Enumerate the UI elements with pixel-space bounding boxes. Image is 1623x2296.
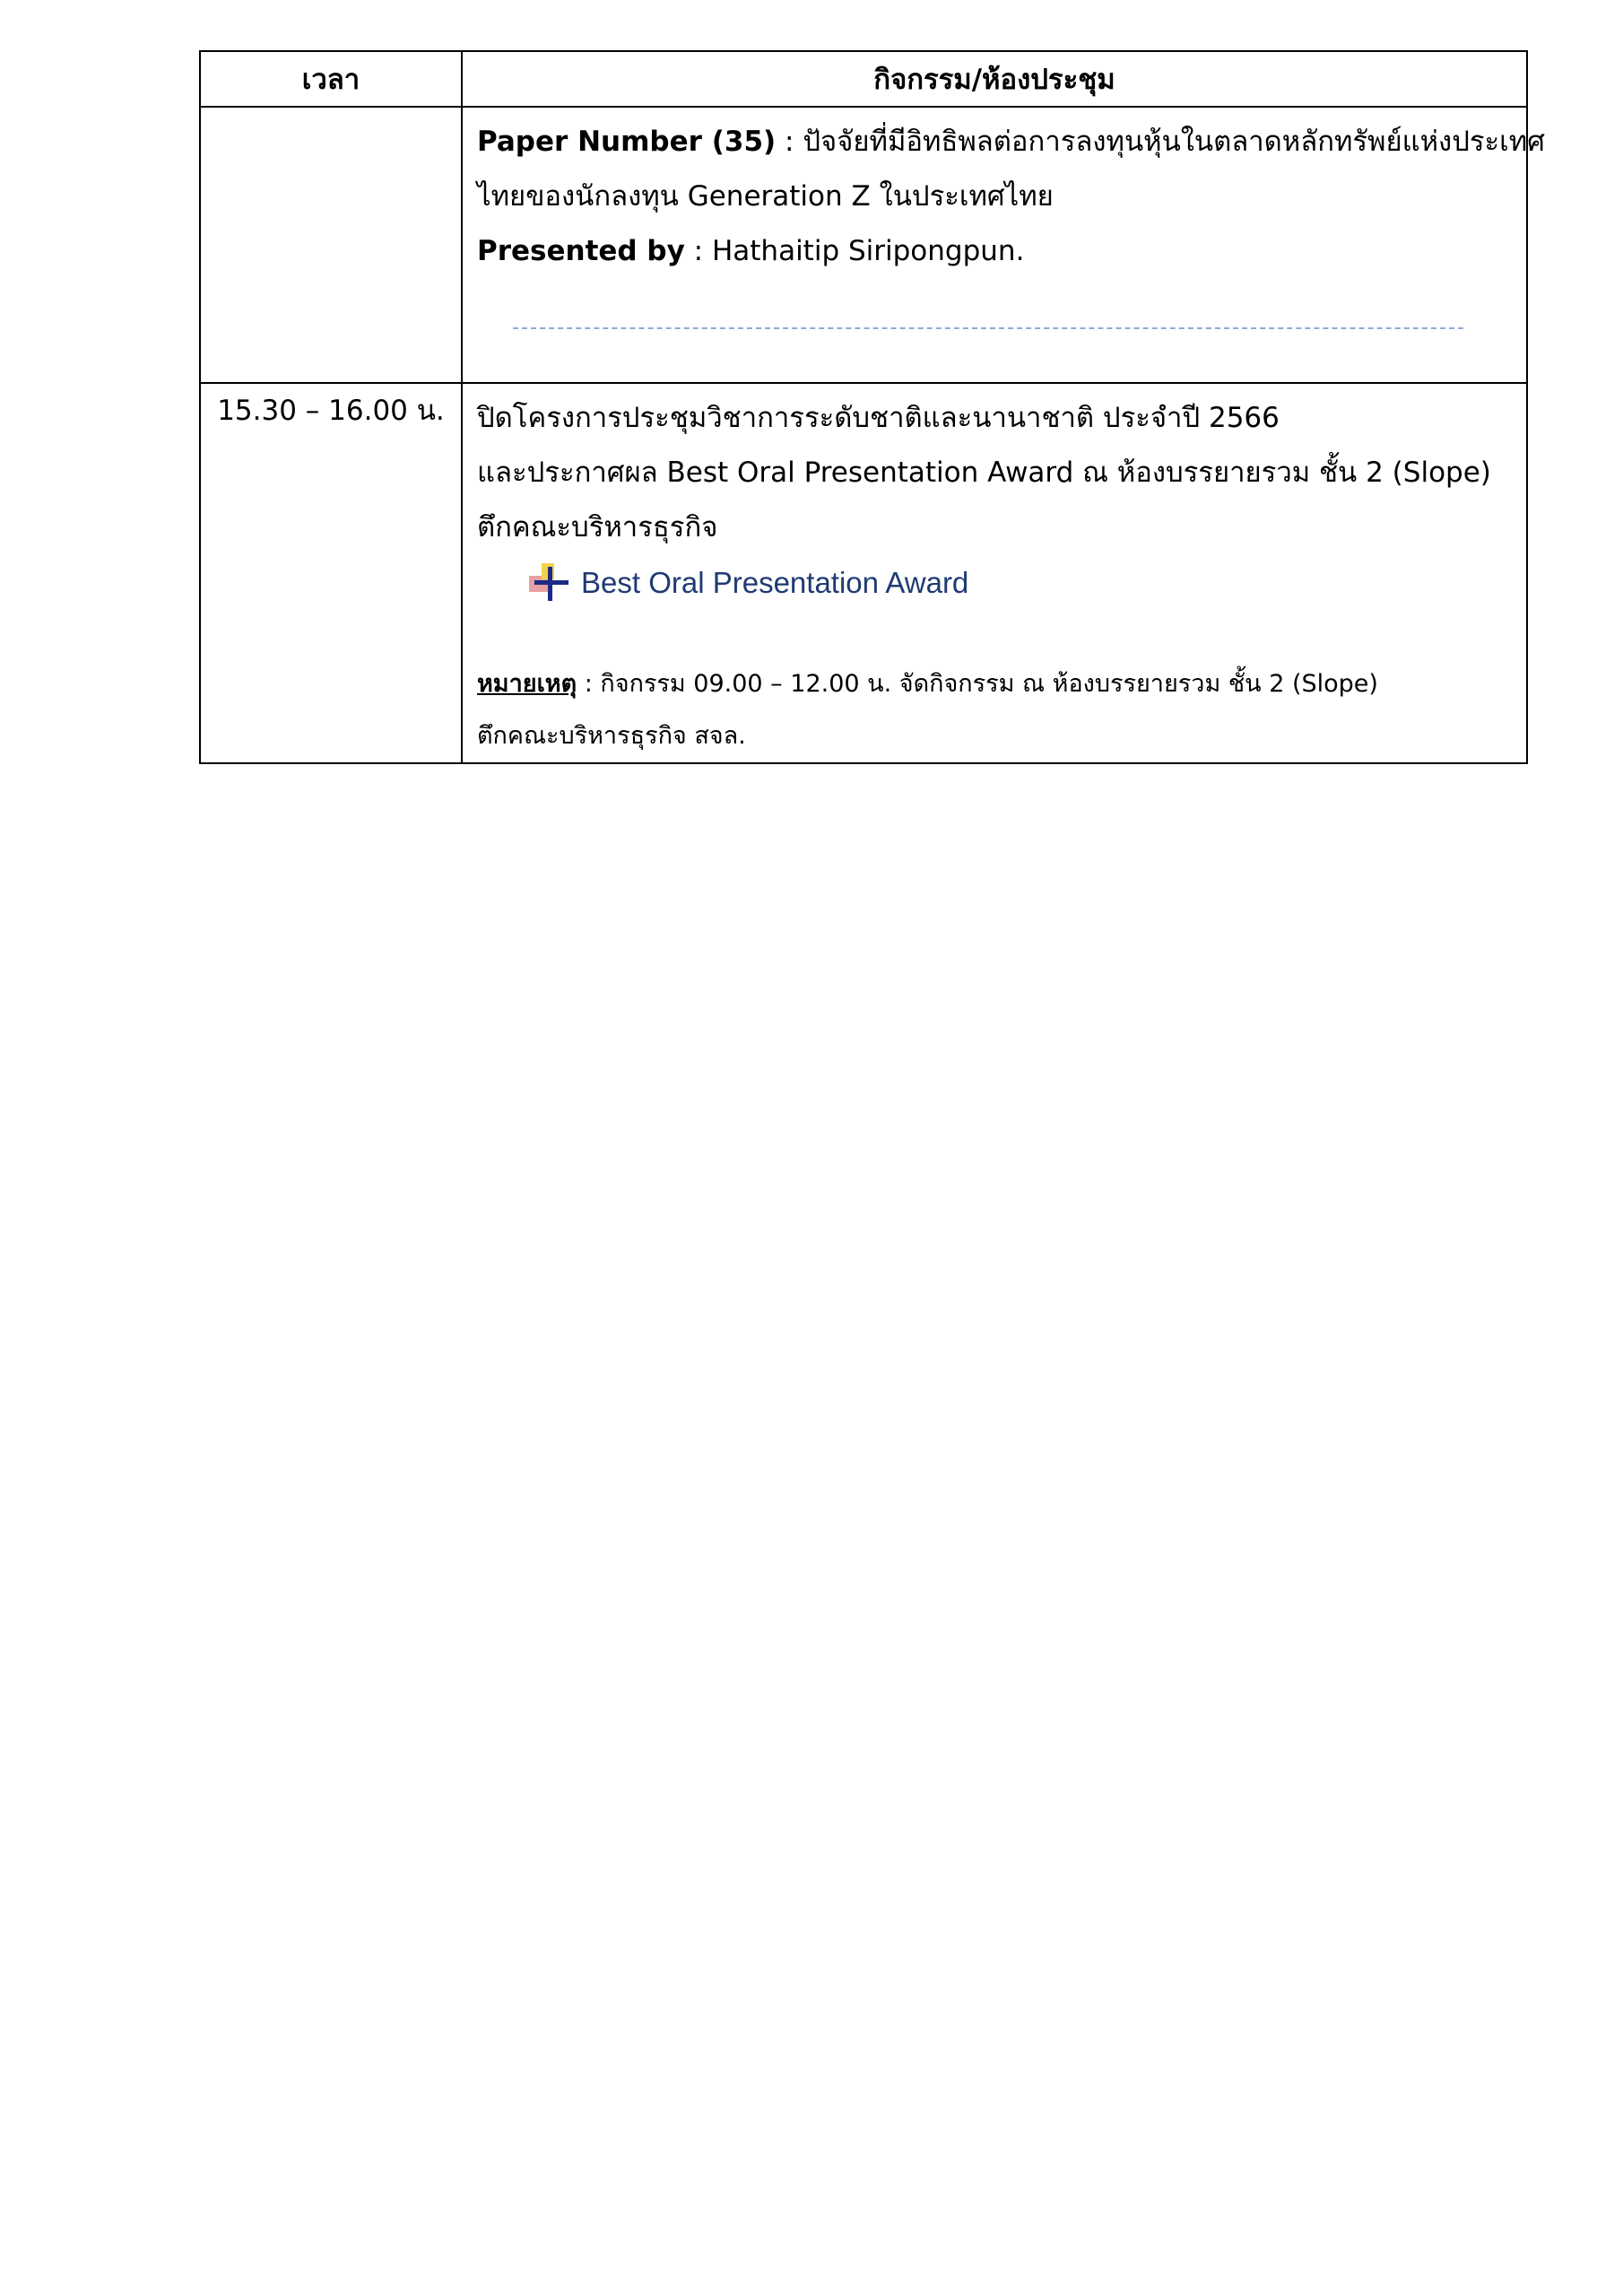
paper-line — [477, 115, 1545, 170]
table-row — [200, 107, 1527, 383]
closing-line-1: ปิดโครงการประชุมวิชาการระดับชาติและนานาชาติ ประจำปี 2566 — [477, 402, 1280, 434]
presenter-label: Presented by — [477, 235, 685, 267]
presenter-line — [477, 224, 1514, 279]
paper-title-continued: ไทยของนักลงทุน Generation Z ในประเทศไทย — [477, 180, 1054, 213]
paper-number-label: Paper Number (35) — [477, 126, 777, 158]
award-link-text[interactable]: Best Oral Presentation Award — [581, 566, 969, 599]
activity-cell — [462, 383, 1527, 763]
schedule-table — [199, 50, 1545, 764]
separator-dashed-line — [513, 327, 1463, 329]
award-link[interactable] — [477, 555, 1514, 610]
award-plus-icon — [529, 563, 568, 603]
closing-line-3: ตึกคณะบริหารธุรกิจ — [477, 511, 718, 544]
table-header-row — [200, 51, 1527, 107]
activity-cell — [462, 107, 1545, 383]
presenter-name: : Hathaitip Siripongpun. — [684, 235, 1025, 267]
note-line-1 — [477, 658, 1514, 710]
note-text: : กิจกรรม 09.00 – 12.00 น. จัดกิจกรรม ณ ห้องบรรยายรวม ชั้น 2 (Slope) — [577, 670, 1378, 698]
note-label: หมายเหตุ — [477, 670, 577, 698]
header-time: เวลา — [200, 51, 462, 107]
time-cell — [200, 107, 462, 383]
paper-title: : ปัจจัยที่มีอิทธิพลต่อการลงทุนหุ้นในตลาดหลักทรัพย์แห่งประเทศ — [776, 126, 1545, 158]
closing-line-2: และประกาศผล Best Oral Presentation Award ณ ห้องบรรยายรวม ชั้น 2 (Slope) — [477, 457, 1491, 489]
time-cell: 15.30 – 16.00 น. — [200, 383, 462, 763]
table-row — [200, 383, 1527, 763]
note-line-2: ตึกคณะบริหารธุรกิจ สจล. — [477, 722, 746, 750]
note — [477, 658, 1514, 762]
header-activity: กิจกรรม/ห้องประชุม — [462, 51, 1527, 107]
